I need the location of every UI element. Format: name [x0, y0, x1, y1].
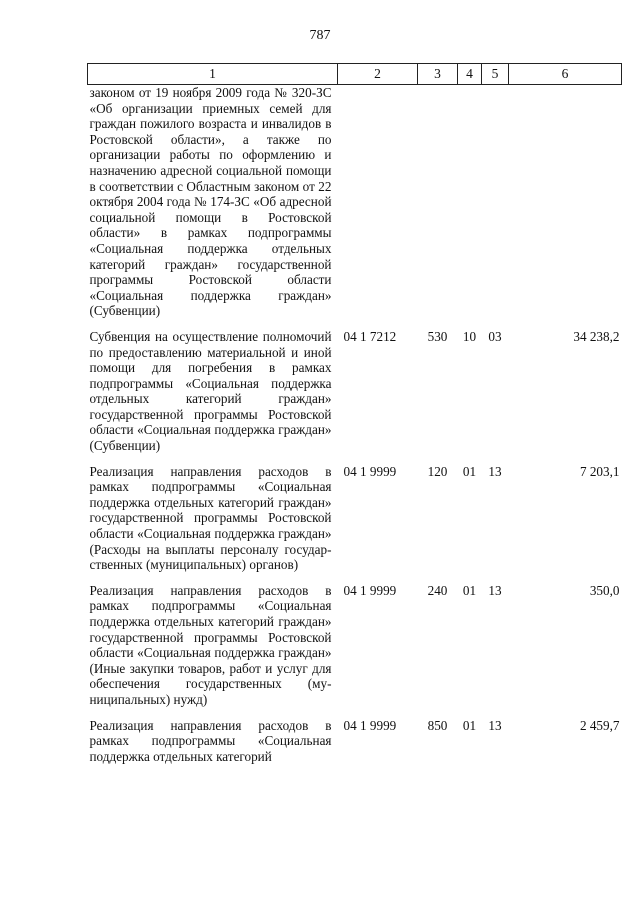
header-col-6: 6	[509, 64, 622, 85]
table-row	[88, 464, 622, 573]
row-spacer	[88, 708, 622, 718]
row-subsection: 13	[488, 717, 502, 733]
table-row	[88, 329, 622, 454]
row-section: 01	[462, 717, 477, 733]
row-subsection: 13	[488, 582, 502, 598]
row-target-code: 04 1 7212	[343, 328, 397, 344]
page-number: 787	[309, 28, 331, 43]
row-target-code: 04 1 9999	[343, 582, 397, 598]
row-section: 01	[462, 463, 477, 479]
header-row	[88, 64, 622, 85]
row-subsection	[482, 85, 509, 319]
row-name: Реализация направления расходов в рамках подпрограммы «Социальная поддержка отдельных категорий граждан» государственной программы Ростовской области «Социальная поддержка граждан» (Иные закупки товаров, работ и услуг для обеспечения государственных (муниципальных) нужд)	[89, 582, 332, 707]
row-amount: 2 459,7	[579, 717, 620, 733]
header-col-3: 3	[418, 64, 458, 85]
row-expense-type: 530	[427, 328, 448, 344]
row-name: Реализация направления расходов в рамках подпрограммы «Социальная поддержка отдельных категорий	[89, 717, 332, 764]
table-body	[88, 85, 622, 765]
row-name: Субвенция на осуществление полномочий по предоставлению материальной и иной помощи для погребения в рамках подпрограммы «Социальная поддержка отдельных категорий граждан» государственной программы Ростовской области «Социальная поддержка граждан» (Субвенции)	[89, 328, 332, 454]
header-col-2: 2	[338, 64, 418, 85]
row-amount	[509, 85, 622, 319]
row-spacer	[88, 573, 622, 583]
row-subsection: 13	[488, 463, 502, 479]
row-expense-type: 240	[427, 582, 448, 598]
row-subsection: 03	[488, 328, 502, 344]
row-spacer	[88, 454, 622, 464]
row-section	[458, 85, 482, 319]
header-col-4: 4	[458, 64, 482, 85]
row-name: законом от 19 ноября 2009 года № 320-ЗС «Об организации приемных семей для граждан пожилого возраста и инвалидов в Ростовской области», а также по организации работы по оформлению и назначению адресной социальной помощи в соответствии с Областным законом от 22 октября 2004 года № 174-ЗС «Об адресной социальной помощи в Ростовской области» в рамках подпрограммы «Социальная поддержка отдельных категорий граждан» государственной программы Ростовской области «Социальная поддержка граждан» (Субвенции)	[89, 85, 332, 319]
row-target-code: 04 1 9999	[343, 463, 397, 479]
header-col-1: 1	[88, 64, 338, 85]
row-expense-type: 850	[427, 717, 448, 733]
row-spacer	[88, 319, 622, 329]
row-amount: 350,0	[589, 582, 620, 598]
row-expense-type: 120	[427, 463, 448, 479]
table-row	[88, 718, 622, 765]
row-expense-type	[418, 85, 458, 319]
table-header	[88, 64, 622, 85]
row-section: 01	[462, 582, 477, 598]
row-amount: 7 203,1	[579, 463, 620, 479]
row-section: 10	[462, 328, 477, 344]
row-target-code: 04 1 9999	[343, 717, 397, 733]
table-row	[88, 583, 622, 708]
row-target-code	[338, 85, 418, 319]
row-amount: 34 238,2	[573, 328, 620, 344]
table-row	[88, 85, 622, 319]
budget-table	[87, 63, 622, 764]
header-col-5: 5	[482, 64, 509, 85]
row-name: Реализация направления расходов в рамках подпрограммы «Социальная поддержка отдельных категорий граждан» государственной программы Ростовской области «Социальная поддержка граждан» (Расходы на выплаты персоналу государственных (муниципальных) органов)	[89, 463, 332, 573]
